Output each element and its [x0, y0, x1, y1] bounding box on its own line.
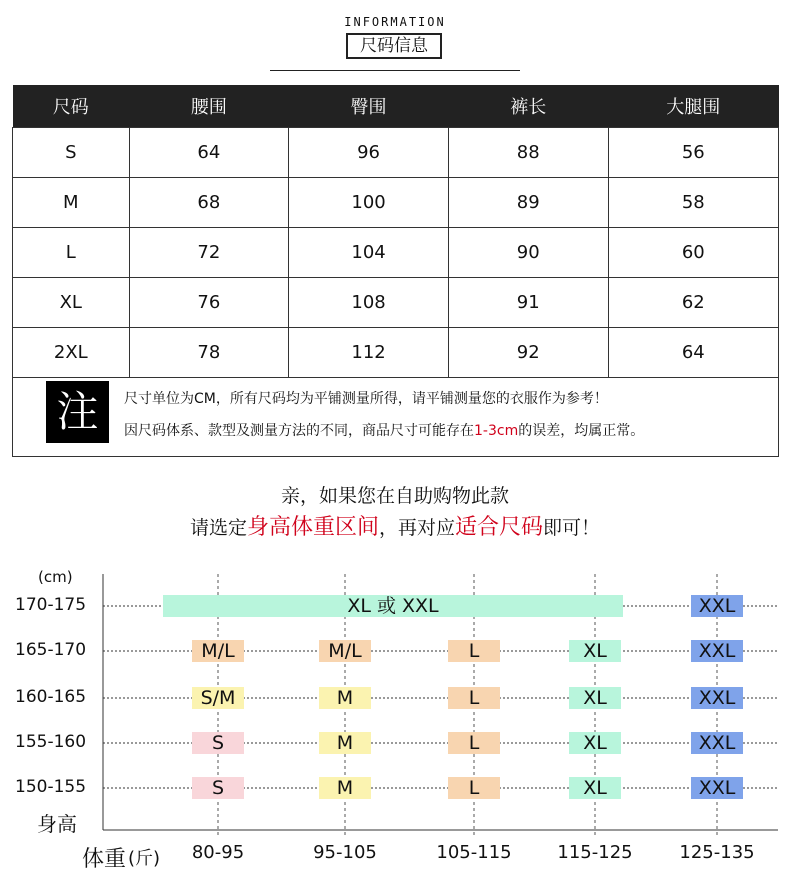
x-tick-label: 115-125	[557, 842, 633, 863]
size-cell: S/M	[192, 687, 244, 709]
table-cell: 104	[289, 228, 449, 278]
table-cell: 89	[448, 178, 608, 228]
size-cell: S	[192, 732, 244, 754]
guide-line-1: 亲，如果您在自助购物此款	[280, 485, 509, 507]
info-divider	[270, 70, 520, 71]
note-mark: 注	[46, 381, 109, 443]
x-tick-label: 125-135	[679, 842, 755, 863]
x-tick-label: 80-95	[191, 842, 245, 863]
y-tick-label: 170-175	[15, 595, 87, 615]
guide-text: 请选定	[189, 517, 247, 539]
table-cell: 90	[448, 228, 608, 278]
table-header: 臀围	[289, 85, 449, 128]
y-tick-label: 160-165	[15, 687, 87, 707]
y-axis-label: 身高	[37, 812, 77, 836]
size-cell: L	[448, 777, 500, 799]
size-cell: L	[448, 732, 500, 754]
y-tick-label: 150-155	[15, 777, 87, 797]
table-cell: XL	[13, 278, 130, 328]
guide-emphasis: 身高体重区间	[246, 515, 379, 540]
size-cell: XL	[569, 640, 621, 662]
table-row	[13, 178, 779, 228]
table-header: 大腿围	[608, 85, 778, 128]
table-cell: 91	[448, 278, 608, 328]
guide-text: 即可！	[543, 517, 601, 539]
table-row	[13, 128, 779, 178]
table-cell: 64	[129, 128, 289, 178]
table-cell: 78	[129, 328, 289, 378]
size-cell: XL	[569, 777, 621, 799]
table-cell: M	[13, 178, 130, 228]
table-cell: 56	[608, 128, 778, 178]
info-cn: 尺码信息	[346, 33, 442, 59]
size-cell: M	[319, 732, 371, 754]
x-tick-label: 95-105	[313, 842, 377, 863]
size-cell-wide: XL 或 XXL	[163, 595, 623, 617]
note-line-2	[124, 420, 644, 440]
table-cell: 88	[448, 128, 608, 178]
x-axis-label: 体重	[82, 847, 127, 872]
size-cell: M/L	[192, 640, 244, 662]
size-chart	[0, 560, 790, 876]
table-cell: 62	[608, 278, 778, 328]
note-error-range: 1-3cm	[474, 423, 519, 439]
size-cell: XXL	[691, 687, 743, 709]
table-cell: 112	[289, 328, 449, 378]
guide-emphasis: 适合尺码	[455, 515, 544, 540]
size-cell: XXL	[691, 640, 743, 662]
table-cell: 76	[129, 278, 289, 328]
size-cell: XXL	[691, 732, 743, 754]
table-cell: 60	[608, 228, 778, 278]
table-header: 裤长	[448, 85, 608, 128]
table-cell: 100	[289, 178, 449, 228]
size-cell: L	[448, 687, 500, 709]
size-cell: M	[319, 777, 371, 799]
y-tick-label: 155-160	[15, 732, 87, 752]
table-cell: 2XL	[13, 328, 130, 378]
x-tick-label: 105-115	[436, 842, 512, 863]
size-cell: XXL	[691, 595, 743, 617]
table-cell: 96	[289, 128, 449, 178]
note-line-1: 尺寸单位为CM，所有尺码均为平铺测量所得，请平铺测量您的衣服作为参考！	[124, 391, 608, 407]
table-cell: S	[13, 128, 130, 178]
guide-line-2	[0, 510, 790, 541]
guide-text: ，再对应	[378, 517, 455, 539]
table-row	[13, 278, 779, 328]
size-cell: M/L	[319, 640, 371, 662]
y-tick-label: 165-170	[15, 640, 87, 660]
table-row	[13, 228, 779, 278]
table-header: 腰围	[129, 85, 289, 128]
table-cell: 108	[289, 278, 449, 328]
size-cell: XXL	[691, 777, 743, 799]
size-cell: M	[319, 687, 371, 709]
size-cell: XL	[569, 732, 621, 754]
table-cell: 58	[608, 178, 778, 228]
table-cell: 92	[448, 328, 608, 378]
size-cell: L	[448, 640, 500, 662]
table-cell: 72	[129, 228, 289, 278]
note-text: 因尺码体系、款型及测量方法的不同，商品尺寸可能存在	[124, 423, 474, 439]
table-cell: L	[13, 228, 130, 278]
x-unit: (斤)	[128, 848, 161, 869]
size-table	[12, 85, 779, 378]
size-cell: XL	[569, 687, 621, 709]
size-cell: S	[192, 777, 244, 799]
note-box	[12, 360, 779, 457]
note-text: 的误差，均属正常。	[518, 423, 645, 439]
table-header: 尺码	[13, 85, 130, 128]
info-en: INFORMATION	[344, 15, 446, 29]
table-cell: 68	[129, 178, 289, 228]
y-unit: (cm)	[38, 568, 73, 586]
table-cell: 64	[608, 328, 778, 378]
